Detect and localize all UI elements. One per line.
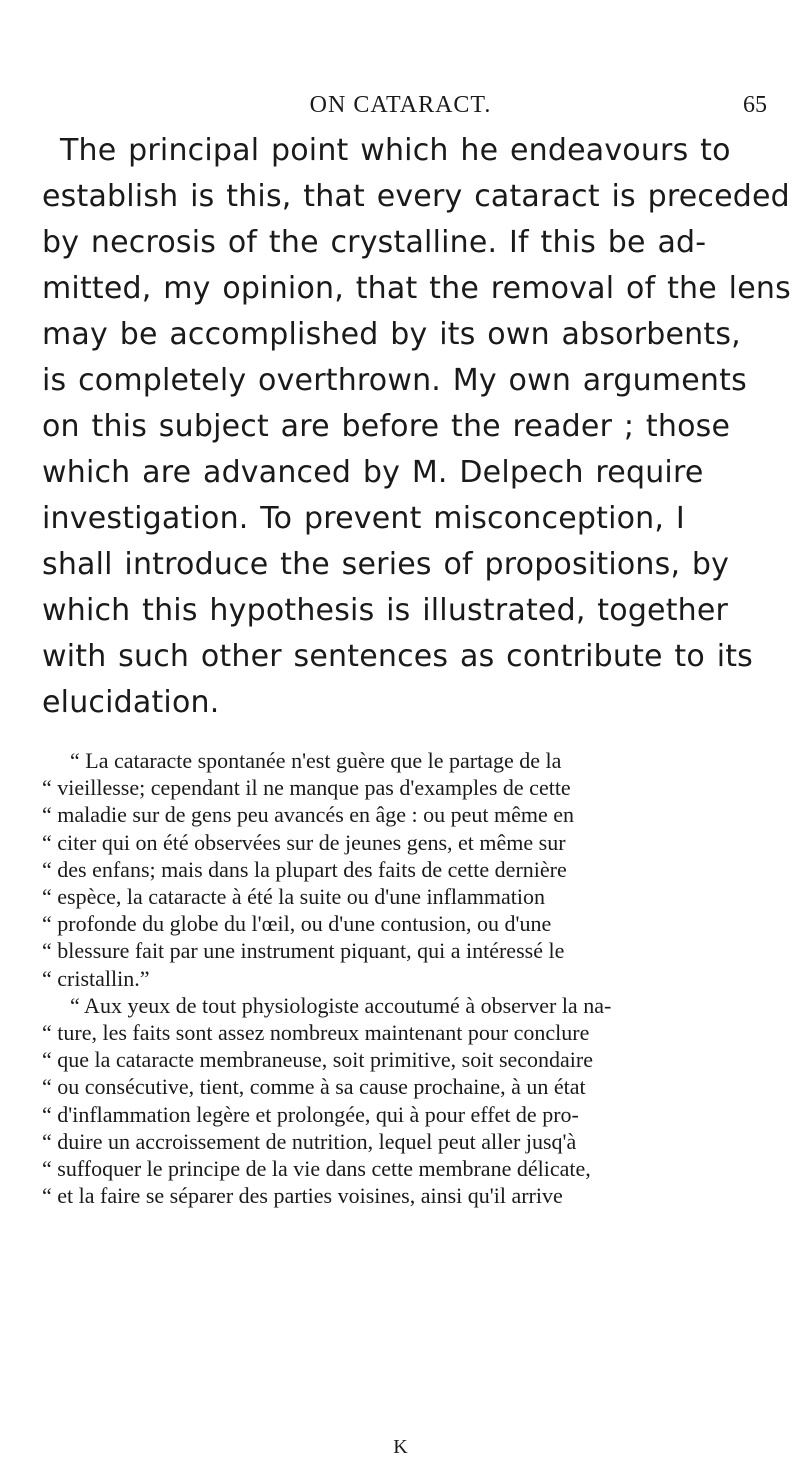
body-line: which this hypothesis is illustrated, together (42, 593, 729, 628)
body-line: which are advanced by M. Delpech require (42, 455, 704, 490)
body-line: investigation. To prevent misconception, I (42, 501, 685, 536)
french-quotation (42, 747, 782, 1209)
quote-line: “ espèce, la cataracte à été la suite ou d'une inflammation (42, 884, 545, 910)
quote-line: “ et la faire se séparer des parties voisines, ainsi qu'il arrive (42, 1183, 563, 1209)
body-line: with such other sentences as contribute to its (42, 639, 754, 674)
quote-line: “ maladie sur de gens peu avancés en âge : ou peut même en (42, 802, 575, 828)
quote-line: “ blessure fait par une instrument piquant, qui a intéressé le (42, 938, 565, 964)
quote-line: “ suffoquer le principe de la vie dans cette membrane délicate, (42, 1156, 591, 1182)
running-head: ON CATARACT. (309, 92, 492, 118)
body-line: is completely overthrown. My own arguments (42, 363, 747, 398)
body-line: mitted, my opinion, that the removal of the lens (42, 271, 791, 306)
quote-line: “ ture, les faits sont assez nombreux maintenant pour conclure (42, 1020, 590, 1046)
quote-line: “ ou consécutive, tient, comme à sa cause prochaine, à un état (42, 1074, 586, 1100)
quote-line: “ La cataracte spontanée n'est guère que le partage de la (70, 748, 562, 773)
page-number: 65 (743, 92, 767, 118)
quote-line: “ des enfans; mais dans la plupart des faits de cette dernière (42, 856, 567, 882)
body-line: on this subject are before the reader ; those (42, 409, 731, 444)
quote-line: “ Aux yeux de tout physiologiste accoutumé à observer la na- (70, 992, 612, 1018)
quote-line: “ vieillesse; cependant il ne manque pas d'examples de cette (42, 775, 571, 801)
page-header (0, 88, 801, 124)
body-line: The principal point which he endeavours to (60, 133, 731, 168)
body-line: elucidation. (42, 685, 220, 720)
quote-line: “ duire un accroissement de nutrition, lequel peut aller jusq'à (42, 1128, 577, 1154)
quote-line: “ citer qui on été observées sur de jeunes gens, et même sur (42, 829, 566, 855)
signature-mark: K (393, 1436, 408, 1458)
body-line: may be accomplished by its own absorbents, (42, 317, 741, 352)
body-paragraph (42, 128, 791, 726)
body-line: establish is this, that every cataract is preceded (42, 179, 790, 214)
body-line: shall introduce the series of propositions, by (42, 547, 730, 582)
body-line: by necrosis of the crystalline. If this be ad- (42, 225, 707, 260)
quote-line: “ cristallin.” (42, 965, 150, 991)
quote-line: “ d'inflammation legère et prolongée, qui à pour effet de pro- (42, 1101, 579, 1127)
quote-line: “ profonde du globe du l'œil, ou d'une contusion, ou d'une (42, 911, 552, 937)
quote-line: “ que la cataracte membraneuse, soit primitive, soit secondaire (42, 1047, 593, 1073)
